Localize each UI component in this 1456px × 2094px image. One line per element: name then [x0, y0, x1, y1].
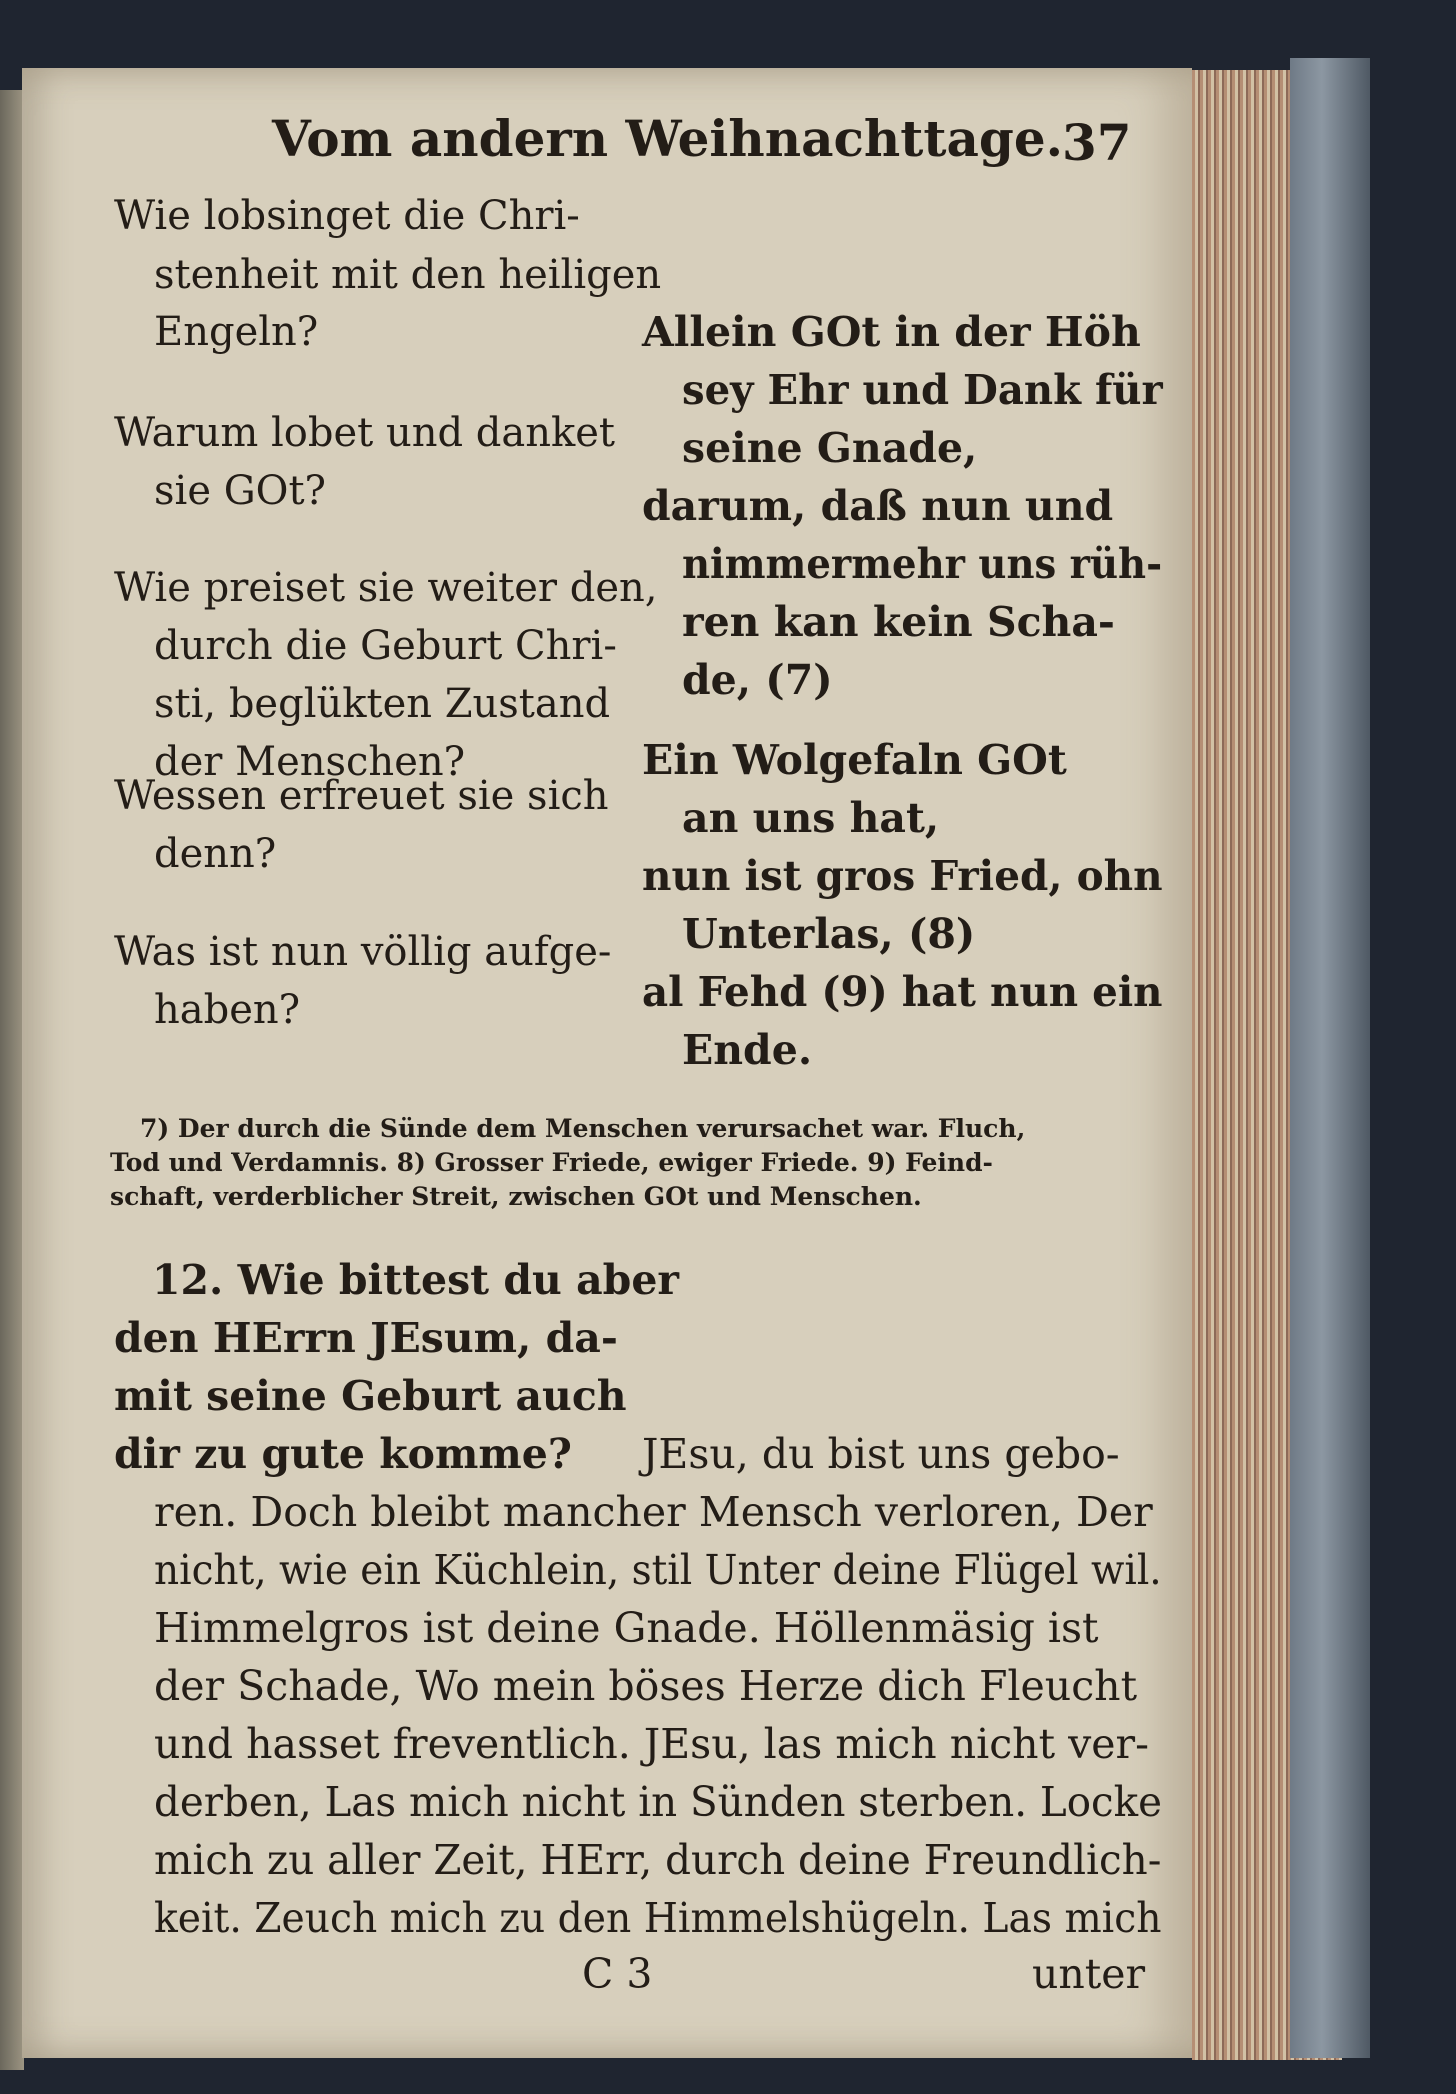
footnote-line: 7) Der durch die Sünde dem Menschen verursachet war. Fluch, [140, 1114, 1026, 1143]
question-line: stenheit mit den heiligen [154, 252, 662, 298]
answer-line: ren kan kein Scha- [682, 598, 1115, 646]
answer-line: Ein Wolgefaln GOt [642, 736, 1067, 784]
question-line: dir zu gute komme? [114, 1430, 572, 1478]
footnote-line: schaft, verderblicher Streit, zwischen GOt und Menschen. [110, 1182, 922, 1211]
question-line: mit seine Geburt auch [114, 1372, 627, 1420]
hymn-line: nicht, wie ein Küchlein, stil Unter deine Flügel wil. [154, 1546, 1162, 1594]
previous-page-edge [0, 90, 24, 2070]
hymn-line: keit. Zeuch mich zu den Himmelshügeln. Las mich [154, 1894, 1162, 1942]
question-line: Warum lobet und danket [114, 410, 615, 456]
hymn-line: der Schade, Wo mein böses Herze dich Fleucht [154, 1662, 1138, 1710]
answer-line: an uns hat, [682, 794, 940, 842]
answer-line: seine Gnade, [682, 424, 978, 472]
book-page [22, 68, 1192, 2058]
question-line: haben? [154, 987, 301, 1033]
question-line: Wessen erfreuet sie sich [114, 773, 609, 819]
hymn-line: mich zu aller Zeit, HErr, durch deine Freundlich- [154, 1836, 1162, 1884]
question-line: Was ist nun völlig aufge- [114, 929, 612, 975]
hymn-line: und hasset freventlich. JEsu, las mich nicht ver- [154, 1720, 1149, 1768]
answer-line: de, (7) [682, 656, 833, 704]
hymn-line: derben, Las mich nicht in Sünden sterben. Locke [154, 1778, 1163, 1826]
question-line: Engeln? [154, 309, 319, 355]
answer-line: Allein GOt in der Höh [642, 308, 1141, 356]
page-number: 37 [1062, 113, 1132, 172]
hymn-line: JEsu, du bist uns gebo- [642, 1430, 1120, 1478]
question-line: Wie preiset sie weiter den, [114, 565, 658, 611]
footnote-line: Tod und Verdamnis. 8) Grosser Friede, ewiger Friede. 9) Feind- [110, 1148, 993, 1177]
answer-line: Ende. [682, 1026, 813, 1074]
question-line: Wie lobsinget die Chri- [114, 193, 580, 239]
hymn-line: ren. Doch bleibt mancher Mensch verloren, Der [154, 1488, 1153, 1536]
question-line: der Menschen? [154, 739, 466, 785]
catchword: unter [1032, 1950, 1146, 1998]
answer-line: Unterlas, (8) [682, 910, 976, 958]
answer-line: nun ist gros Fried, ohn [642, 852, 1163, 900]
book-cover-edge [1290, 58, 1370, 2058]
signature-mark: C 3 [582, 1950, 653, 1998]
question-line: sti, beglükten Zustand [154, 681, 611, 727]
question-line: sie GOt? [154, 468, 326, 514]
answer-line: sey Ehr und Dank für [682, 366, 1163, 414]
answer-line: nimmermehr uns rüh- [682, 540, 1163, 588]
answer-line: al Fehd (9) hat nun ein [642, 968, 1163, 1016]
question-line: durch die Geburt Chri- [154, 623, 617, 669]
question-line: 12. Wie bittest du aber [152, 1256, 680, 1304]
hymn-line: Himmelgros ist deine Gnade. Höllenmäsig ist [154, 1604, 1099, 1652]
question-line: den HErrn JEsum, da- [114, 1314, 618, 1362]
answer-line: darum, daß nun und [642, 482, 1114, 530]
running-title: Vom andern Weihnachttage. [272, 109, 1064, 168]
question-line: denn? [154, 831, 277, 877]
